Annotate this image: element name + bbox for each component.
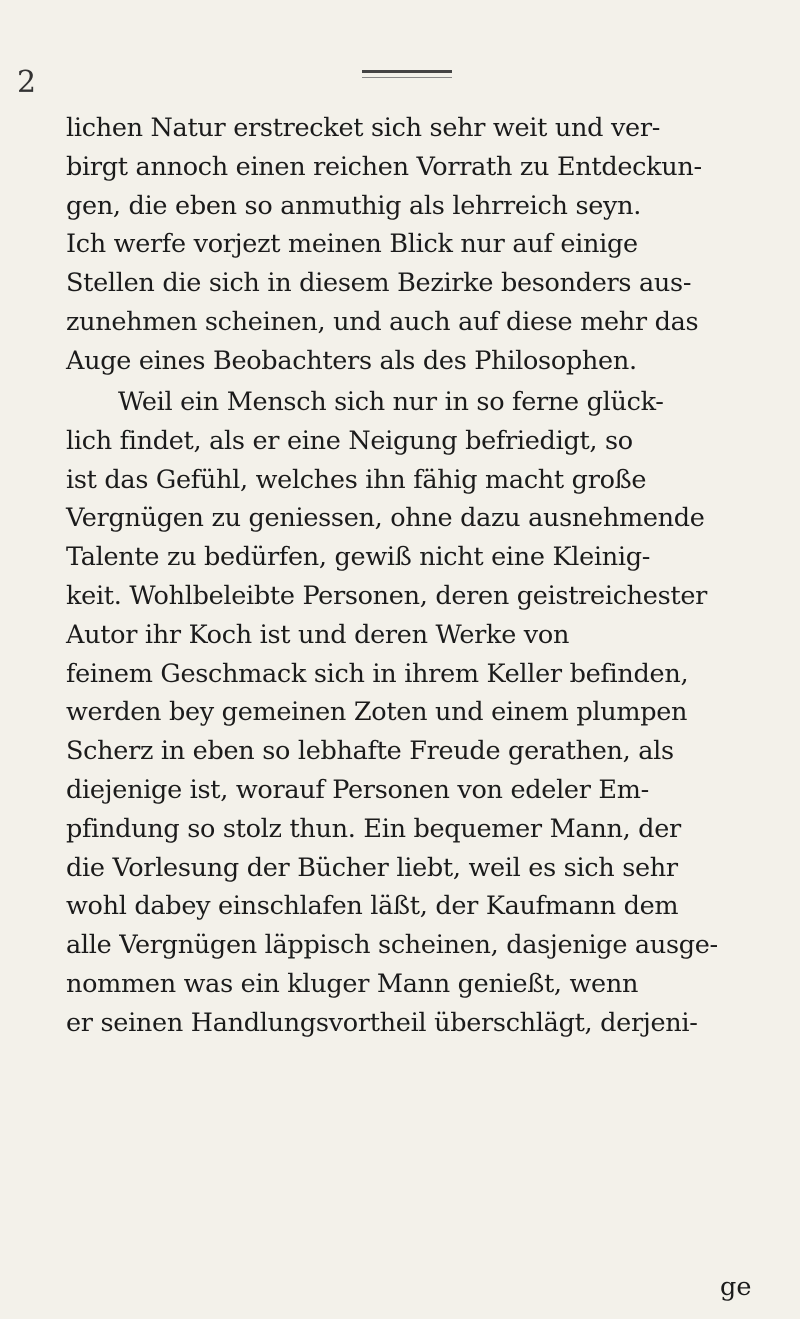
- header-rule-thin: [362, 77, 452, 78]
- page-number: 2: [17, 65, 37, 100]
- text-line: gen, die eben so anmuthig als lehrreich seyn.: [66, 190, 642, 221]
- text-line: lich findet, als er eine Neigung befriedigt, so: [66, 425, 633, 456]
- text-line: nommen was ein kluger Mann genießt, wenn: [66, 968, 639, 999]
- header-rule: [362, 70, 452, 73]
- text-line: die Vorlesung der Bücher liebt, weil es sich sehr: [66, 852, 678, 883]
- text-line: Stellen die sich in diesem Bezirke besonders aus-: [66, 268, 692, 299]
- text-line: Vergnügen zu geniessen, ohne dazu ausnehmende: [66, 503, 705, 534]
- text-line: diejenige ist, worauf Personen von edeler Em-: [66, 774, 649, 805]
- catchword: ge: [720, 1272, 752, 1302]
- text-line: lichen Natur erstrecket sich sehr weit und ver-: [66, 113, 661, 143]
- text-line: birgt annoch einen reichen Vorrath zu Entdeckun-: [66, 151, 702, 182]
- paragraph-2: [66, 383, 762, 1043]
- text-line: zunehmen scheinen, und auch auf diese mehr das: [66, 306, 699, 337]
- text-line: Talente zu bedürfen, gewiß nicht eine Kleinig-: [66, 542, 651, 573]
- text-line: pfindung so stolz thun. Ein bequemer Mann, der: [66, 813, 681, 844]
- text-line: feinem Geschmack sich in ihrem Keller befinden,: [66, 658, 689, 689]
- text-line: werden bey gemeinen Zoten und einem plumpen: [66, 697, 688, 728]
- text-line: Ich werfe vorjezt meinen Blick nur auf einige: [66, 229, 638, 260]
- text-line: Auge eines Beobachters als des Philosophen.: [66, 345, 637, 376]
- text-line: wohl dabey einschlafen läßt, der Kaufmann dem: [66, 891, 679, 922]
- text-line: ist das Gefühl, welches ihn fähig macht große: [66, 464, 647, 495]
- text-line: keit. Wohlbeleibte Personen, deren geistreichester: [66, 580, 708, 611]
- text-line: Autor ihr Koch ist und deren Werke von: [66, 619, 570, 650]
- text-line: Scherz in eben so lebhafte Freude gerathen, als: [66, 736, 674, 767]
- paragraph-1: [66, 109, 762, 381]
- text-line: er seinen Handlungsvortheil überschlägt, derjeni-: [66, 1007, 698, 1038]
- text-line: alle Vergnügen läppisch scheinen, dasjenige ausge-: [66, 930, 718, 961]
- text-line: Weil ein Mensch sich nur in so ferne glück-: [118, 387, 664, 417]
